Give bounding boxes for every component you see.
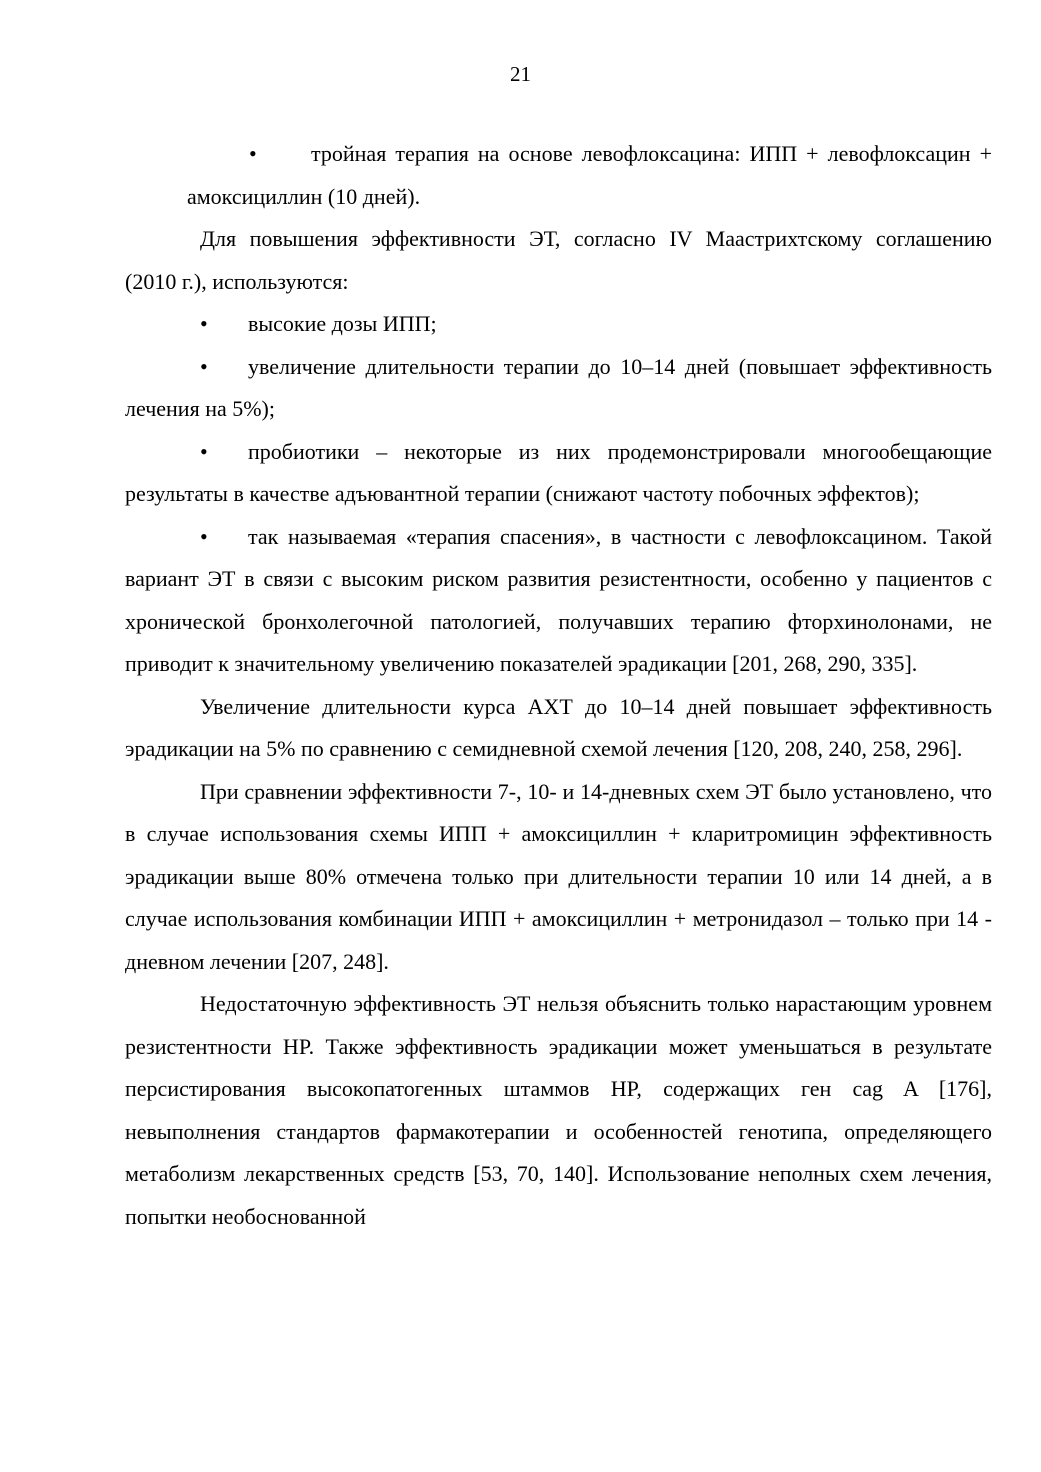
bullet-text: увеличение длительности терапии до 10–14 дней (повышает эффективность лечения на 5%); — [125, 353, 992, 421]
document-body — [125, 133, 992, 1238]
bullet-marker: • — [200, 311, 208, 336]
bullet-item — [125, 431, 992, 516]
paragraph-text: Недостаточную эффективность ЭТ нельзя объяснить только нарастающим уровнем резистентности HP. Также эффективность эрадикации может уменьшаться в результате персистирования высокопатогенных штаммов HP, содержащих ген cag A [176], невыполнения стандартов фармакотерапии и особенностей генотипа, определяющего метаболизм лекарственных средств [53, 70, 140]. Использование неполных схем лечения, попытки необоснованной — [125, 991, 992, 1229]
bullet-text: пробиотики – некоторые из них продемонстрировали многообещающие результаты в качестве адъювантной терапии (снижают частоту побочных эффектов); — [125, 438, 992, 506]
bullet-text: высокие дозы ИПП; — [248, 311, 437, 336]
bullet-marker: • — [200, 438, 208, 464]
bullet-item — [125, 516, 992, 686]
paragraph — [125, 686, 992, 771]
bullet-marker: • — [200, 353, 208, 379]
paragraph-text: Увеличение длительности курса АХТ до 10–14 дней повышает эффективность эрадикации на 5% по сравнению с семидневной схемой лечения [120, 208, 240, 258, 296]. — [125, 693, 992, 761]
paragraph-text: При сравнении эффективности 7-, 10- и 14-дневных схем ЭТ было установлено, что в случае использования схемы ИПП + амоксициллин + кларитромицин эффективность эрадикации выше 80% отмечена только при длительности терапии 10 или 14 дней, а в случае использования комбинации ИПП + амоксициллин + метронидазол – только при 14 - дневном лечении [207, 248]. — [125, 778, 992, 974]
paragraph — [125, 218, 992, 303]
bullet-text: так называемая «терапия спасения», в частности с левофлоксацином. Такой вариант ЭТ в связи с высоким риском развития резистентности, особенно у пациентов с хронической бронхолегочной патологией, получавших терапию фторхинолонами, не приводит к значительному увеличению показателей эрадикации [201, 268, 290, 335]. — [125, 523, 992, 676]
bullet-marker: • — [249, 141, 257, 166]
bullet-text: тройная терапия на основе левофлоксацина: ИПП + левофлоксацин + амоксициллин (10 дней). — [187, 141, 992, 209]
paragraph — [125, 983, 992, 1238]
paragraph — [125, 771, 992, 984]
bullet-item — [125, 303, 992, 346]
bullet-item — [125, 346, 992, 431]
bullet-item — [125, 133, 992, 218]
paragraph-text: Для повышения эффективности ЭТ, согласно IV Маастрихтскому соглашению (2010 г.), используются: — [125, 226, 992, 294]
bullet-marker: • — [200, 523, 208, 549]
page-number: 21 — [510, 62, 531, 86]
